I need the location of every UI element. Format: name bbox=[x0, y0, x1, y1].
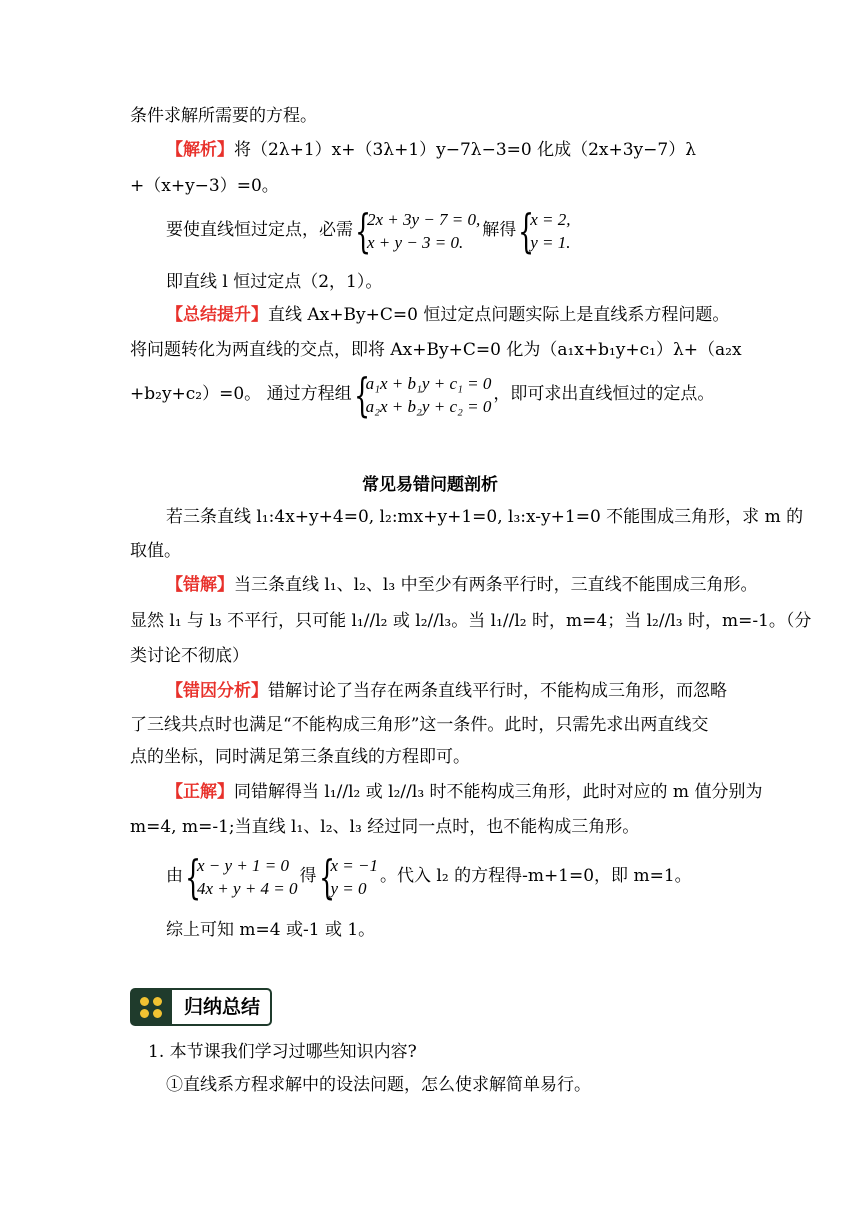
correct-solution-tag: 【正解】 bbox=[166, 782, 234, 802]
summary-up-line-1 bbox=[166, 303, 729, 327]
text: 由 bbox=[166, 866, 183, 886]
equation-row: y = 0 bbox=[330, 878, 367, 898]
analysis-line-1 bbox=[166, 138, 696, 162]
equation-row: a₂x + b₂y + c₂ = 0 bbox=[365, 396, 492, 416]
text: +b₂y+c₂）=0。 通过方程组 bbox=[130, 384, 352, 404]
summary-badge-label: 归纳总结 bbox=[172, 990, 270, 1024]
correct-solution-line-3 bbox=[166, 849, 692, 904]
equation-system bbox=[353, 367, 492, 422]
summary-answer: ①直线系方程求解中的设法问题，怎么使求解简单易行。 bbox=[166, 1075, 591, 1095]
analysis-text: 将（2λ+1）x+（3λ+1）y−7λ−3=0 化成（2x+3y−7）λ bbox=[234, 140, 696, 160]
analysis-tag: 【解析】 bbox=[166, 140, 234, 160]
equation-row: x = −1 bbox=[330, 855, 379, 875]
text: 解得 bbox=[482, 220, 517, 240]
summary-question: 1. 本节课我们学习过哪些知识内容? bbox=[148, 1042, 417, 1062]
error-cause-tag: 【错因分析】 bbox=[166, 681, 268, 701]
text: 当三条直线 l₁、l₂、l₃ 中至少有两条平行时，三直线不能围成三角形。 bbox=[234, 575, 758, 595]
text: ，即可求出直线恒过的定点。 bbox=[493, 384, 715, 404]
error-cause-line-1 bbox=[166, 679, 727, 703]
equation-row: a₁x + b₁y + c₁ = 0 bbox=[365, 373, 492, 393]
grid-dots-icon bbox=[132, 990, 172, 1024]
analysis-line-3 bbox=[166, 203, 573, 258]
brace: { bbox=[318, 849, 335, 904]
section-title: 常见易错问题剖析 bbox=[362, 475, 498, 495]
brace: { bbox=[355, 203, 372, 258]
correct-solution-line-1 bbox=[166, 780, 762, 804]
wrong-solution-line-1 bbox=[166, 573, 758, 597]
analysis-line-2: +（x+y−3）=0。 bbox=[130, 176, 279, 196]
problem-line-1: 若三条直线 l₁:4x+y+4=0, l₂:mx+y+1=0, l₃:x-y+1=0 不能围成三角形，求 m 的 bbox=[166, 507, 804, 527]
error-cause-line-2: 了三线共点时也满足“不能构成三角形”这一条件。此时，只需先求出两直线交 bbox=[130, 715, 709, 735]
wrong-solution-line-3: 类讨论不彻底） bbox=[130, 646, 249, 666]
text: 错解讨论了当存在两条直线平行时，不能构成三角形，而忽略 bbox=[268, 681, 727, 701]
equation-system bbox=[355, 203, 481, 258]
text: 直线 Ax+By+C=0 恒过定点问题实际上是直线系方程问题。 bbox=[268, 305, 730, 325]
equation-row: 4x + y + 4 = 0 bbox=[197, 878, 298, 898]
correct-solution-line-2: m=4, m=-1;当直线 l₁、l₂、l₃ 经过同一点时，也不能构成三角形。 bbox=[130, 817, 640, 837]
brace: { bbox=[353, 367, 370, 422]
text: 要使直线恒过定点，必需 bbox=[166, 220, 353, 240]
problem-line-2: 取值。 bbox=[130, 541, 181, 561]
analysis-line-4: 即直线 l 恒过定点（2，1）。 bbox=[166, 272, 383, 292]
conclusion-line: 综上可知 m=4 或-1 或 1。 bbox=[166, 920, 376, 940]
summary-up-tag: 【总结提升】 bbox=[166, 305, 268, 325]
brace: { bbox=[185, 849, 202, 904]
solution-system bbox=[518, 203, 571, 258]
summary-badge bbox=[130, 988, 272, 1026]
equation-row: y = 1. bbox=[530, 232, 571, 252]
summary-up-line-2: 将问题转化为两直线的交点，即将 Ax+By+C=0 化为（a₁x+b₁y+c₁）λ+（a₂x bbox=[130, 340, 742, 360]
equation-row: 2x + 3y − 7 = 0, bbox=[367, 209, 481, 229]
equation-row: x + y − 3 = 0. bbox=[367, 232, 464, 252]
text: 。代入 l₂ 的方程得-m+1=0，即 m=1。 bbox=[380, 866, 692, 886]
summary-up-line-3 bbox=[130, 367, 715, 422]
wrong-solution-line-2: 显然 l₁ 与 l₃ 不平行，只可能 l₁//l₂ 或 l₂//l₃。当 l₁//l₂ 时，m=4；当 l₂//l₃ 时，m=-1。（分 bbox=[130, 611, 812, 631]
text: 同错解得当 l₁//l₂ 或 l₂//l₃ 时不能构成三角形，此时对应的 m 值分别为 bbox=[234, 782, 763, 802]
wrong-solution-tag: 【错解】 bbox=[166, 575, 234, 595]
equation-system bbox=[185, 849, 298, 904]
text-line: 条件求解所需要的方程。 bbox=[130, 106, 317, 126]
brace: { bbox=[518, 203, 535, 258]
equation-row: x = 2, bbox=[530, 209, 571, 229]
error-cause-line-3: 点的坐标，同时满足第三条直线的方程即可。 bbox=[130, 747, 470, 767]
solution-system bbox=[318, 849, 379, 904]
equation-row: x − y + 1 = 0 bbox=[197, 855, 290, 875]
text: 得 bbox=[299, 866, 317, 886]
